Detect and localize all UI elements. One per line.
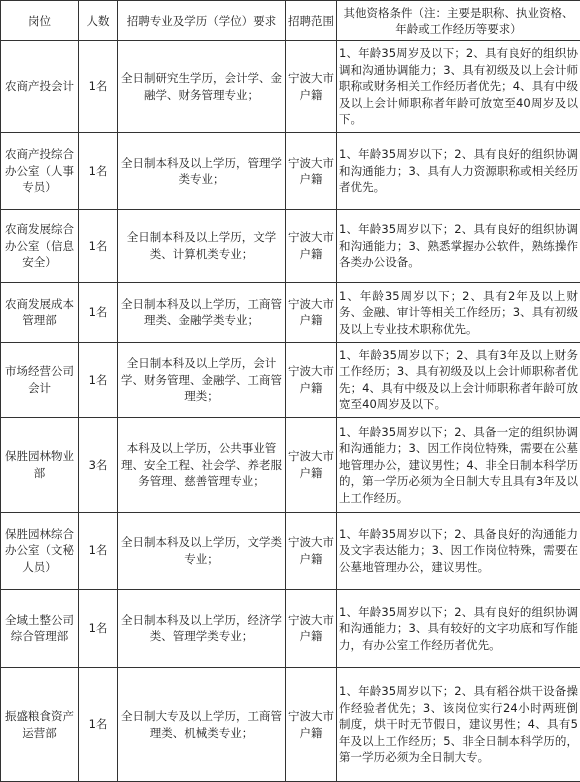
other-cell: 1、年龄35周岁以下；2、具有良好的组织协调和沟通能力；3、熟悉掌握办公软件，熟练操作各类办公设备。: [337, 209, 580, 282]
other-cell: 1、年龄35周岁及以下；2、具有良好的组织协调和沟通协调能力；3、具有初级及以上会计师职称或财务相关工作经历者优先；4、具有中级及以上会计师职称者年龄可放宽至40周岁及以下。: [337, 41, 580, 133]
position-cell: 农商发展成本管理部: [1, 282, 79, 342]
position-cell: 农商产投会计: [1, 41, 79, 133]
position-cell: 保胜园林综合办公室（文秘人员）: [1, 512, 79, 589]
major-cell: 全日制本科及以上学历，工商管理类、金融学类专业；: [118, 282, 286, 342]
table-row: [1, 342, 580, 417]
other-cell: 1、年龄35周岁以下；2、具有2年及以上财务、金融、审计等相关工作经历；3、具有初级及以上专业技术职称优先。: [337, 282, 580, 342]
position-cell: 市场经营公司会计: [1, 342, 79, 417]
other-cell: 1、年龄35周岁以下；2、具备一定的组织协调和沟通能力；3、因工作岗位特殊，需要在公墓地管理办公，建议男性；4、非全日制本科学历的，第一学历必须为全日制大专且具有3年及以上工作经历。: [337, 418, 580, 513]
major-cell: 全日制研究生学历，会计学、金融学、财务管理专业；: [118, 41, 286, 133]
count-cell: 3名: [79, 418, 118, 513]
major-cell: 全日制本科及以上学历，文学类专业；: [118, 512, 286, 589]
position-cell: 农商产投综合办公室（人事专员）: [1, 133, 79, 209]
position-cell: 振盛粮食资产运营部: [1, 668, 79, 782]
other-cell: 1、年龄35周岁以下；2、具有良好的组织协调和沟通能力；3、具有人力资源职称或相关经历者优先。: [337, 133, 580, 209]
count-cell: 1名: [79, 41, 118, 133]
count-cell: 1名: [79, 282, 118, 342]
area-cell: 宁波大市户籍: [286, 668, 337, 782]
table-row: [1, 512, 580, 589]
header-area: 招聘范围: [286, 1, 337, 41]
area-cell: 宁波大市户籍: [286, 418, 337, 513]
header-count: 人数: [79, 1, 118, 41]
table-row: [1, 133, 580, 209]
major-cell: 全日制本科及以上学历，会计学、财务管理、金融学、工商管理类；: [118, 342, 286, 417]
table-row: [1, 589, 580, 667]
count-cell: 1名: [79, 133, 118, 209]
count-cell: 1名: [79, 209, 118, 282]
count-cell: 1名: [79, 668, 118, 782]
other-cell: 1、年龄35周岁以下；2、具有良好的组织协调和沟通能力；3、具有较好的文字功底和写作能力，有办公室工作经历者优先。: [337, 589, 580, 667]
area-cell: 宁波大市户籍: [286, 41, 337, 133]
count-cell: 1名: [79, 589, 118, 667]
area-cell: 宁波大市户籍: [286, 133, 337, 209]
area-cell: 宁波大市户籍: [286, 282, 337, 342]
table-header-row: [1, 1, 580, 41]
table-row: [1, 418, 580, 513]
count-cell: 1名: [79, 342, 118, 417]
other-cell: 1、年龄35周岁以下；2、具有3年及以上财务工作经历；3、具有初级及以上会计师职称者优先；4、具有中级及以上会计师职称者年龄可放宽至40周岁及以下。: [337, 342, 580, 417]
position-cell: 保胜园林物业部: [1, 418, 79, 513]
major-cell: 本科及以上学历，公共事业管理、安全工程、社会学、养老服务管理、慈善管理专业；: [118, 418, 286, 513]
area-cell: 宁波大市户籍: [286, 342, 337, 417]
position-cell: 全域土整公司综合管理部: [1, 589, 79, 667]
table-row: [1, 209, 580, 282]
area-cell: 宁波大市户籍: [286, 209, 337, 282]
table-row: [1, 668, 580, 782]
position-cell: 农商发展综合办公室（信息安全）: [1, 209, 79, 282]
header-position: 岗位: [1, 1, 79, 41]
major-cell: 全日制本科及以上学历，管理学类专业；: [118, 133, 286, 209]
major-cell: 全日制本科及以上学历，经济学类、管理学类专业；: [118, 589, 286, 667]
major-cell: 全日制本科及以上学历，文学类、计算机类专业；: [118, 209, 286, 282]
count-cell: 1名: [79, 512, 118, 589]
other-cell: 1、年龄35周岁以下；2、具备良好的沟通能力及文字表达能力；3、因工作岗位特殊，需要在公墓地管理办公，建议男性。: [337, 512, 580, 589]
table-row: [1, 41, 580, 133]
other-cell: 1、年龄35周岁以下；2、具有稻谷烘干设备操作经验者优先；3、该岗位实行24小时两班倒制度，烘干时无节假日，建议男性；4、具有5年及以上工作经历；5、非全日制本科学历的，第一学历必须为全日制大专。: [337, 668, 580, 782]
header-major: 招聘专业及学历（学位）要求: [118, 1, 286, 41]
major-cell: 全日制大专及以上学历，工商管理类、机械类专业；: [118, 668, 286, 782]
area-cell: 宁波大市户籍: [286, 589, 337, 667]
table-row: [1, 282, 580, 342]
header-other: 其他资格条件（注：主要是职称、执业资格、年龄或工作经历等要求）: [337, 1, 580, 41]
area-cell: 宁波大市户籍: [286, 512, 337, 589]
